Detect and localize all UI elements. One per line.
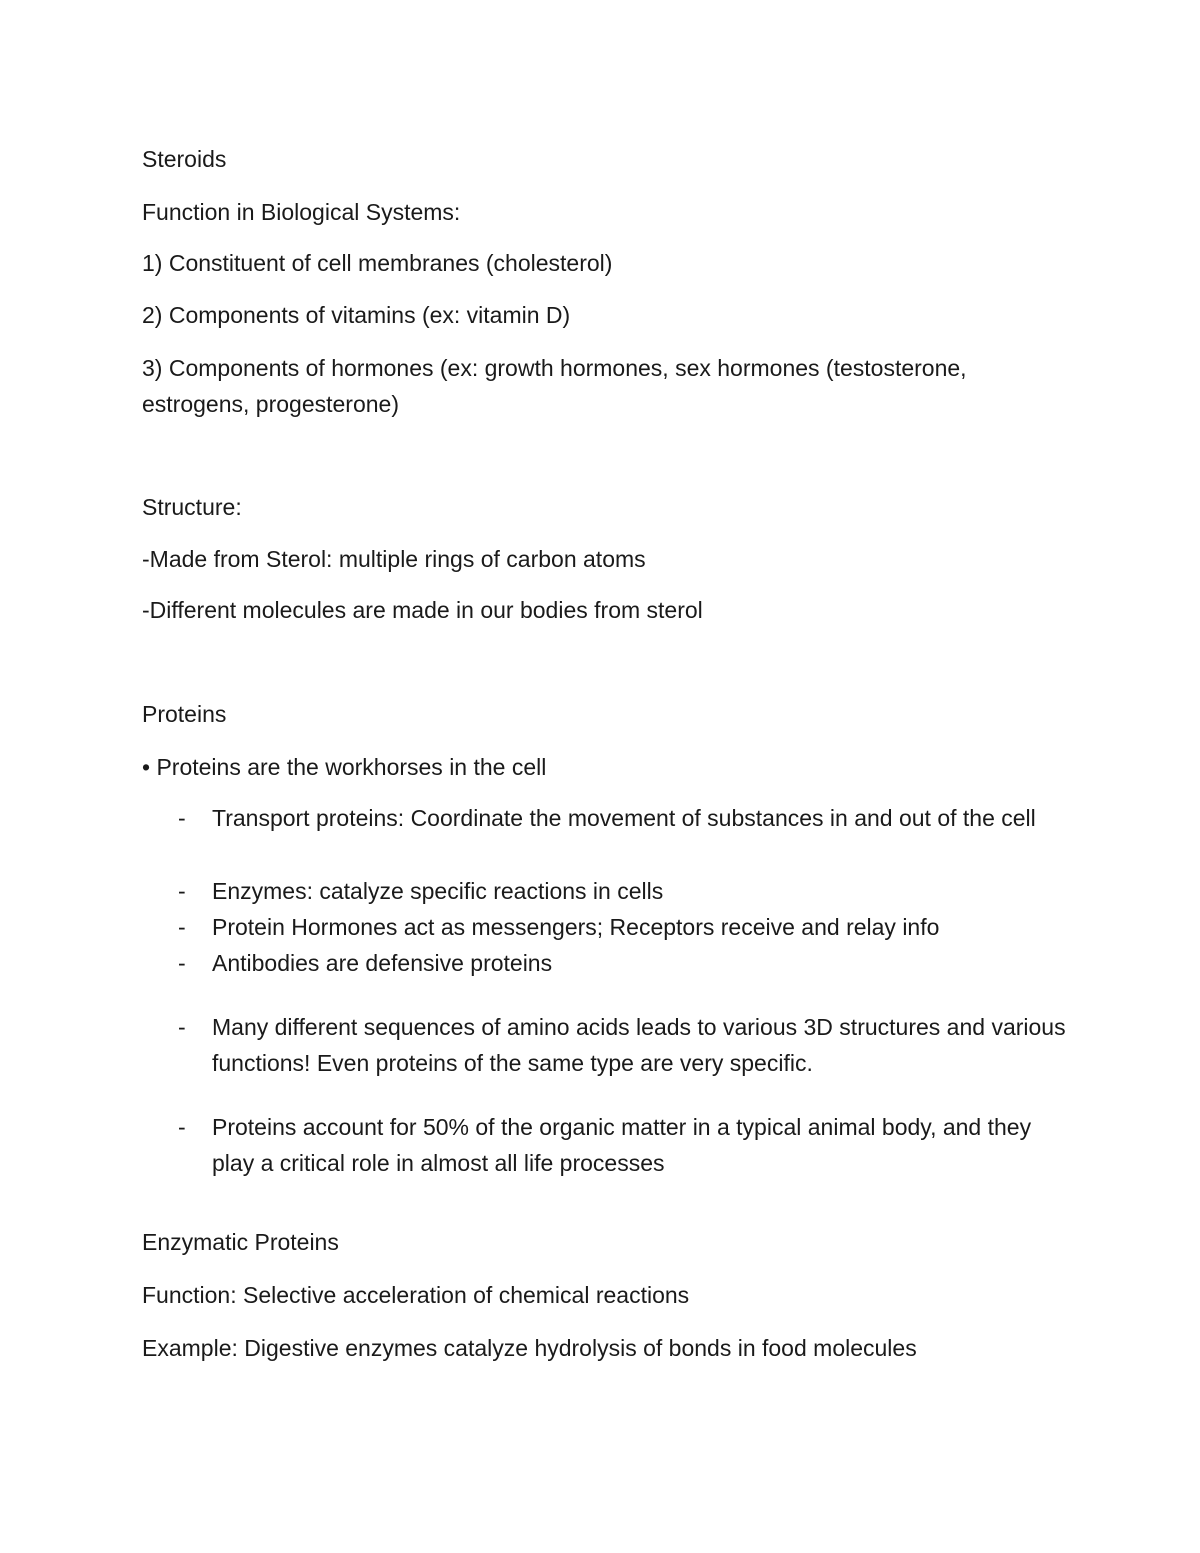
dash-item-text: Enzymes: catalyze specific reactions in cells <box>212 878 664 904</box>
dash-item-text: Transport proteins: Coordinate the movement of substances in and out of the cell <box>212 805 1036 831</box>
structure-item-1: -Made from Sterol: multiple rings of carbon atoms <box>142 546 646 572</box>
enzymatic-function: Function: Selective acceleration of chemical reactions <box>142 1282 690 1308</box>
structure-label: Structure: <box>142 494 242 520</box>
dash-item-text: Antibodies are defensive proteins <box>212 950 553 976</box>
proteins-bullet <box>142 749 546 785</box>
dash-symbol: - <box>178 950 186 976</box>
function-item-1: 1) Constituent of cell membranes (cholesterol) <box>142 250 613 276</box>
function-item-2: 2) Components of vitamins (ex: vitamin D) <box>142 302 571 328</box>
dash-item-text: Proteins account for 50% of the organic matter in a typical animal body, and they play a critical role in almost all life processes <box>212 1114 1032 1176</box>
dash-item-sequences <box>178 1009 1078 1081</box>
dash-symbol: - <box>178 805 186 831</box>
structure-item-2: -Different molecules are made in our bodies from sterol <box>142 597 703 623</box>
function-label: Function in Biological Systems: <box>142 199 461 225</box>
proteins-heading: Proteins <box>142 701 227 727</box>
bullet-text: Proteins are the workhorses in the cell <box>156 754 547 780</box>
dash-symbol: - <box>178 1014 186 1040</box>
enzymatic-heading: Enzymatic Proteins <box>142 1229 339 1255</box>
dash-symbol: - <box>178 878 186 904</box>
dash-symbol: - <box>178 1114 186 1140</box>
steroids-heading: Steroids <box>142 146 227 172</box>
function-item-3: 3) Components of hormones (ex: growth hormones, sex hormones (testosterone, estrogens, progesterone) <box>142 355 967 417</box>
dash-symbol: - <box>178 914 186 940</box>
dash-item-organic-matter <box>178 1109 1078 1181</box>
dash-item-antibodies <box>178 945 1078 981</box>
dash-item-text: Protein Hormones act as messengers; Receptors receive and relay info <box>212 914 940 940</box>
dash-item-text: Many different sequences of amino acids leads to various 3D structures and various functions! Even proteins of the same type are very specific. <box>212 1014 1066 1076</box>
dash-item-hormones <box>178 909 1078 945</box>
dash-item-enzymes <box>178 873 1078 909</box>
dash-item-transport <box>178 800 1078 872</box>
enzymatic-example: Example: Digestive enzymes catalyze hydrolysis of bonds in food molecules <box>142 1335 917 1361</box>
bullet-symbol: • <box>142 754 151 780</box>
